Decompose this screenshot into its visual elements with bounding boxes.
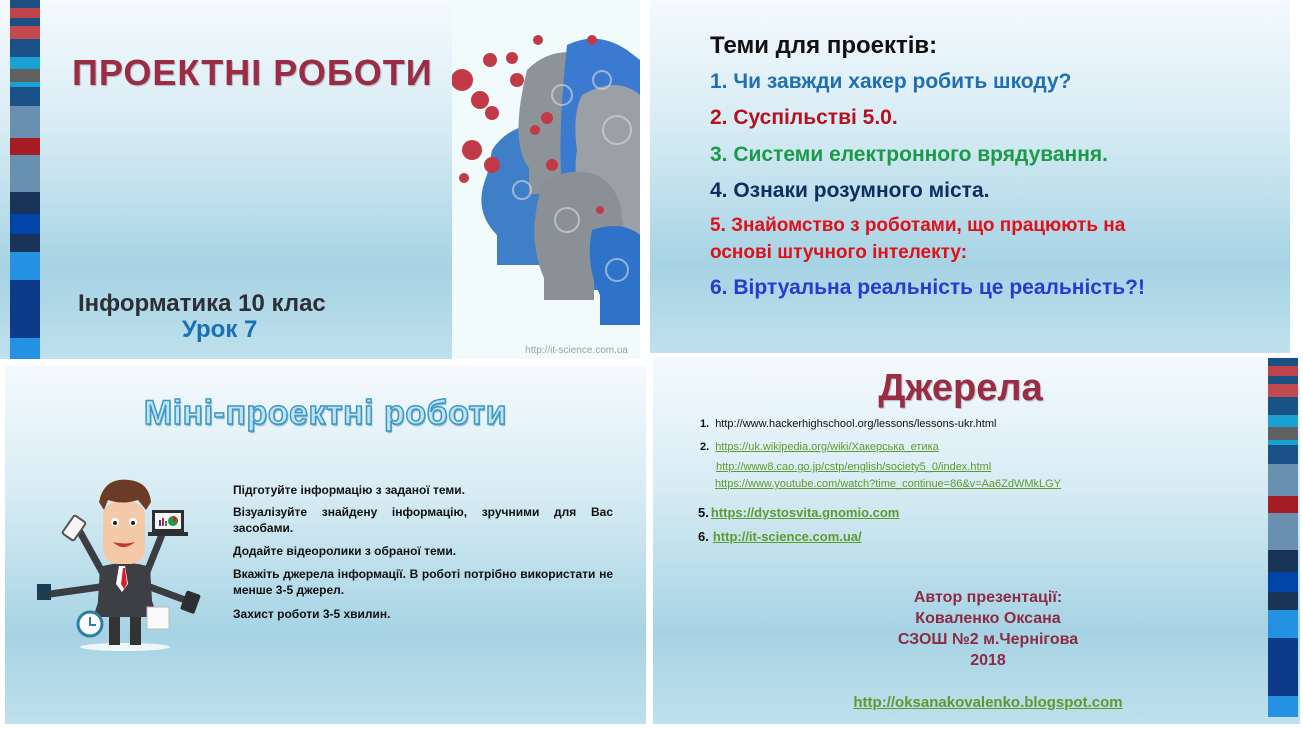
stripe-segment	[10, 0, 40, 8]
source-link[interactable]: http://it-science.com.ua/	[712, 529, 862, 544]
blog-link-row	[653, 694, 1300, 711]
stripe-segment	[1268, 358, 1298, 366]
source-number: 6.	[698, 529, 709, 544]
topic-item: 5. Знайомство з роботами, що працюють на	[710, 215, 1126, 236]
source-link[interactable]: https://dystosvita.gnomio.com	[710, 505, 900, 520]
source-link[interactable]: http://www8.cao.go.jp/cstp/english/society5_0/index.html	[716, 461, 992, 473]
subject-label: Інформатика 10 клас	[78, 290, 326, 317]
source-item	[700, 441, 939, 453]
task-item: Підготуйте інформацію з заданої теми.	[233, 483, 466, 497]
multitasking-businessman-illustration	[35, 462, 235, 652]
stripe-segment	[1268, 464, 1298, 496]
stripe-segment	[1268, 550, 1298, 571]
year-label: 2018	[970, 652, 1006, 669]
stripe-segment	[1268, 415, 1298, 427]
gears-heads-image	[452, 0, 640, 359]
stripe-segment	[10, 18, 40, 26]
source-number: 5.	[698, 505, 709, 520]
author-block	[653, 587, 1300, 671]
task-item: Вкажіть джерела інформації. В роботі потрібно використати не менше 3-5 джерел.	[233, 567, 613, 597]
source-item	[716, 461, 991, 473]
stripe-segment	[1268, 445, 1298, 464]
stripe-segment	[10, 57, 40, 69]
stripe-segment	[10, 39, 40, 57]
stripe-segment	[10, 69, 40, 82]
stripe-segment	[10, 155, 40, 192]
stripe-segment	[1268, 366, 1298, 376]
topic-item: 2. Суспільстві 5.0.	[710, 106, 898, 129]
stripe-segment	[1268, 384, 1298, 397]
slide-title-heading: ПРОЕКТНІ РОБОТИ	[72, 52, 433, 93]
topic-item: 6. Віртуальна реальність це реальність?!	[710, 276, 1145, 299]
decorative-stripe	[10, 0, 40, 359]
topics-heading: Теми для проектів:	[710, 32, 938, 59]
slide-mini-projects	[5, 366, 646, 724]
stripe-segment	[1268, 397, 1298, 415]
stripe-segment	[10, 252, 40, 280]
source-number: 1.	[700, 418, 710, 430]
stripe-segment	[1268, 513, 1298, 550]
gear-heads-icon	[452, 0, 640, 359]
stripe-segment	[10, 138, 40, 155]
author-name: Коваленко Оксана	[915, 610, 1061, 627]
school-name: СЗОШ №2 м.Чернігова	[897, 631, 1079, 648]
author-label: Автор презентації:	[913, 589, 1063, 606]
businessman-icon	[35, 462, 235, 652]
image-credit: http://it-science.com.ua	[525, 345, 628, 356]
stripe-segment	[10, 192, 40, 213]
source-item	[700, 418, 996, 430]
source-item	[715, 478, 1061, 490]
source-item	[698, 529, 862, 544]
topic-item: 4. Ознаки розумного міста.	[710, 179, 990, 202]
task-item: Захист роботи 3-5 хвилин.	[233, 607, 391, 621]
source-text: http://www.hackerhighschool.org/lessons/lessons-ukr.html	[715, 418, 997, 430]
slide-topics	[650, 0, 1290, 353]
blog-link[interactable]: http://oksanakovalenko.blogspot.com	[853, 694, 1123, 711]
sources-title: Джерела	[878, 367, 1043, 409]
slide-sources	[653, 357, 1300, 724]
source-number: 2.	[700, 441, 710, 453]
source-item	[698, 505, 899, 520]
stripe-segment	[1268, 427, 1298, 440]
topic-item: 3. Системи електронного врядування.	[710, 143, 1109, 166]
topic-item: 1. Чи завжди хакер робить шкоду?	[710, 70, 1072, 93]
source-link[interactable]: https://uk.wikipedia.org/wiki/Хакерська_етика	[715, 441, 939, 453]
source-link[interactable]: https://www.youtube.com/watch?time_continue=86&v=Aa6ZdWMkLGY	[715, 478, 1062, 490]
stripe-segment	[10, 234, 40, 252]
mini-projects-title: Міні-проектні роботи	[143, 394, 508, 432]
stripe-segment	[1268, 496, 1298, 513]
stripe-segment	[10, 280, 40, 338]
task-item: Додайте відеоролики з обраної теми.	[233, 544, 457, 558]
stripe-segment	[10, 26, 40, 39]
stripe-segment	[10, 8, 40, 18]
stripe-segment	[10, 106, 40, 138]
topic-item: основі штучного інтелекту:	[710, 242, 968, 263]
stripe-segment	[10, 87, 40, 106]
lesson-label: Урок 7	[182, 316, 258, 343]
stripe-segment	[1268, 376, 1298, 384]
stripe-segment	[10, 338, 40, 359]
stripe-segment	[10, 214, 40, 234]
slide-title	[0, 0, 640, 359]
task-item: Візуалізуйте знайдену інформацію, зручними для Вас засобами.	[233, 505, 613, 535]
